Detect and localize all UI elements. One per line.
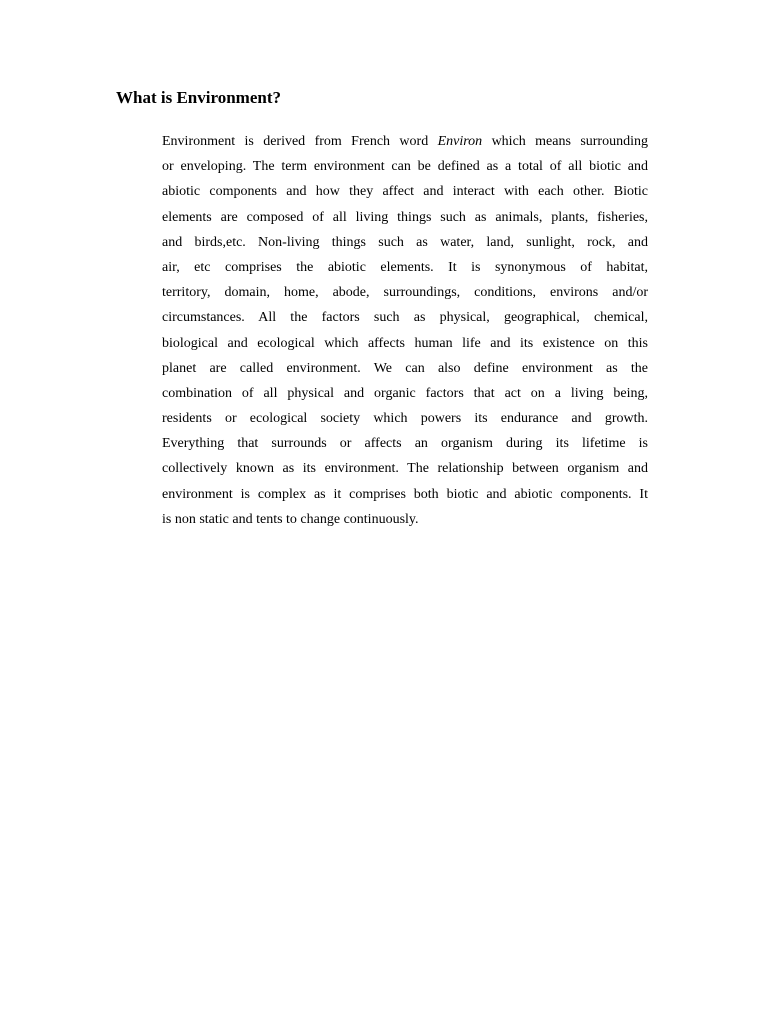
paragraph-line: elements are composed of all living things such as animals, plants, fisheries, [162, 209, 648, 225]
paragraph-line: abiotic components and how they affect and interact with each other. Biotic [162, 184, 648, 200]
line-text-after-emphasis: which means surrounding [482, 134, 648, 149]
paragraph-line: circumstances. All the factors such as physical, geographical, chemical, [162, 310, 648, 326]
paragraph-line: and birds,etc. Non-living things such as water, land, sunlight, rock, and [162, 234, 648, 250]
line-text-before-emphasis: Environment is derived from French word [162, 134, 438, 149]
paragraph-line: residents or ecological society which powers its endurance and growth. [162, 411, 648, 427]
paragraph-line: combination of all physical and organic factors that act on a living being, [162, 385, 648, 401]
paragraph-line: collectively known as its environment. The relationship between organism and [162, 461, 648, 477]
paragraph-line: air, etc comprises the abiotic elements. It is synonymous of habitat, [162, 259, 648, 275]
page-title: What is Environment? [116, 88, 281, 107]
paragraph-line: planet are called environment. We can also define environment as the [162, 360, 648, 376]
paragraph-line: Everything that surrounds or affects an organism during its lifetime is [162, 436, 648, 452]
paragraph-line: or enveloping. The term environment can be defined as a total of all biotic and [162, 159, 648, 175]
emphasized-word: Environ [437, 134, 483, 149]
paragraph-line: territory, domain, home, abode, surroundings, conditions, environs and/or [162, 285, 648, 301]
paragraph-line: environment is complex as it comprises both biotic and abiotic components. It [162, 486, 648, 502]
paragraph-line: is non static and tents to change continuously. [162, 511, 419, 527]
body-paragraph [162, 129, 648, 532]
paragraph-line: biological and ecological which affects human life and its existence on this [162, 335, 648, 351]
paragraph-line [162, 129, 648, 154]
